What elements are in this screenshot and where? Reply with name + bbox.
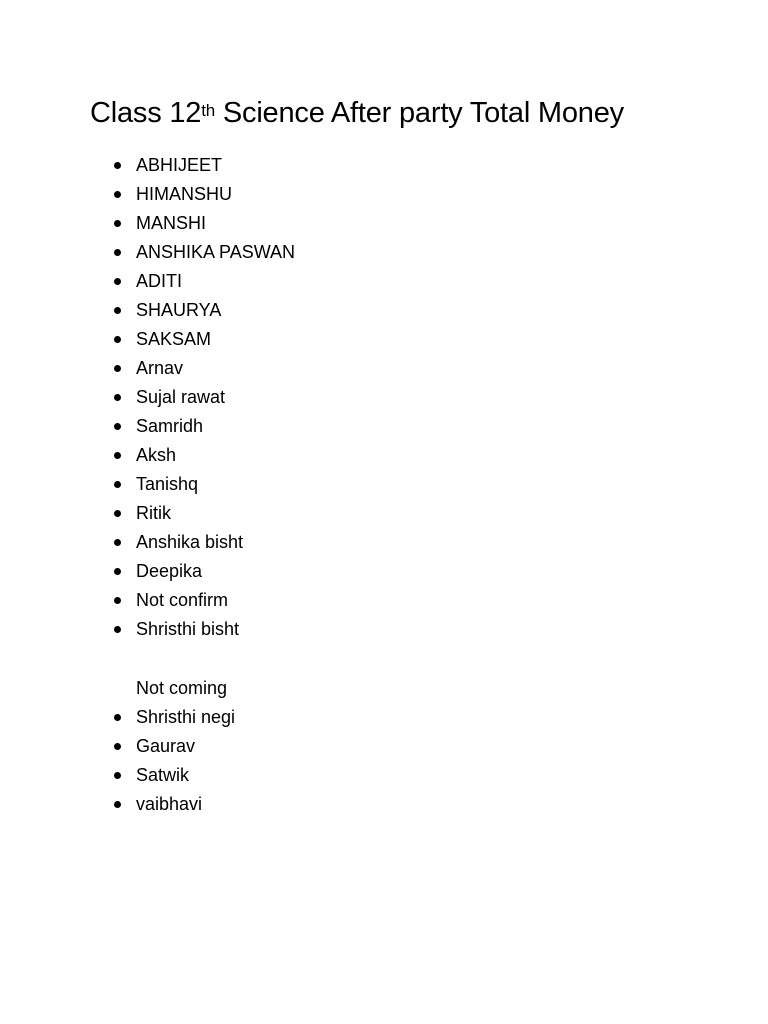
bullet-icon (114, 801, 121, 808)
list-item-text: SAKSAM (136, 329, 212, 349)
list-item (0, 296, 295, 325)
bullet-icon (114, 743, 121, 750)
list-item-text: Ritik (136, 503, 171, 523)
list-item (0, 790, 235, 819)
document-title (90, 93, 624, 137)
attending-list (0, 151, 295, 644)
list-item (0, 383, 295, 412)
bullet-icon (114, 568, 121, 575)
list-item-text: ANSHIKA PASWAN (136, 242, 296, 262)
list-item-text: Deepika (136, 561, 203, 581)
not-coming-heading: Not coming (136, 678, 228, 698)
bullet-icon (114, 365, 121, 372)
list-item-text: HIMANSHU (136, 184, 233, 204)
list-item (0, 412, 295, 441)
bullet-icon (114, 220, 121, 227)
list-item (0, 267, 295, 296)
list-item (0, 180, 295, 209)
list-item (0, 499, 295, 528)
list-item-text: Gaurav (136, 736, 196, 756)
bullet-icon (114, 452, 121, 459)
title-main: Class 12 (90, 97, 202, 129)
list-item (0, 703, 235, 732)
bullet-icon (114, 278, 121, 285)
list-item-text: Tanishq (136, 474, 199, 494)
bullet-icon (114, 307, 121, 314)
list-item (0, 209, 295, 238)
list-item-text: Satwik (136, 765, 190, 785)
list-item (0, 441, 295, 470)
bullet-icon (114, 626, 121, 633)
list-item-text: Not confirm (136, 590, 229, 610)
list-item (0, 761, 235, 790)
bullet-icon (114, 249, 121, 256)
bullet-icon (114, 510, 121, 517)
bullet-icon (114, 539, 121, 546)
list-item (0, 528, 295, 557)
list-item (0, 238, 295, 267)
list-item (0, 732, 235, 761)
list-item (0, 586, 295, 615)
list-item (0, 325, 295, 354)
bullet-icon (114, 481, 121, 488)
title-superscript: th (201, 101, 216, 120)
list-item-text: Arnav (136, 358, 184, 378)
list-item (0, 615, 295, 644)
list-item-text: Sujal rawat (136, 387, 226, 407)
list-item (0, 470, 295, 499)
list-item-text: ABHIJEET (136, 155, 223, 175)
list-item-text: Shristhi bisht (136, 619, 240, 639)
bullet-icon (114, 394, 121, 401)
not-coming-list (0, 703, 235, 819)
list-item (0, 557, 295, 586)
list-item-text: ADITI (136, 271, 183, 291)
title-rest: Science After party Total Money (215, 97, 624, 129)
list-item (0, 354, 295, 383)
bullet-icon (114, 714, 121, 721)
bullet-icon (114, 162, 121, 169)
bullet-icon (114, 423, 121, 430)
bullet-icon (114, 772, 121, 779)
list-item-text: SHAURYA (136, 300, 222, 320)
list-item-text: Shristhi negi (136, 707, 236, 727)
list-item-text: Anshika bisht (136, 532, 244, 552)
bullet-icon (114, 597, 121, 604)
bullet-icon (114, 336, 121, 343)
list-item-text: Samridh (136, 416, 204, 436)
list-item-text: Aksh (136, 445, 177, 465)
list-item (0, 151, 295, 180)
list-item-text: vaibhavi (136, 794, 203, 814)
bullet-icon (114, 191, 121, 198)
list-item-text: MANSHI (136, 213, 207, 233)
